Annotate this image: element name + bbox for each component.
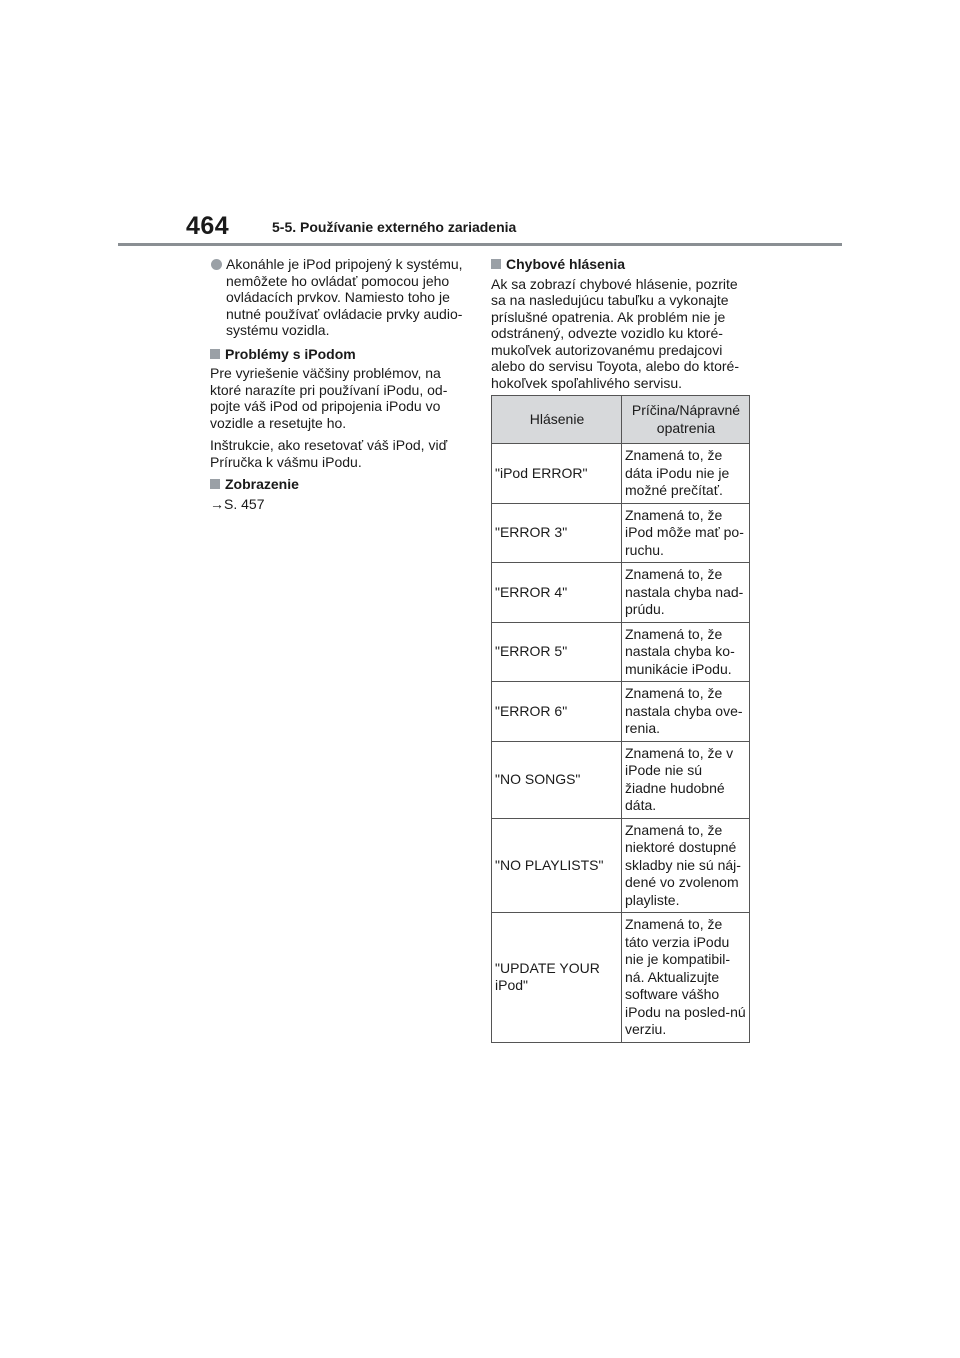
header-rule [118, 243, 842, 246]
info-bullet-text: Akonáhle je iPod pripojený k systému, nemôžete ho ovládať pomocou jeho ovládacích prvkov. Namiesto toho je nutné používať ovládacie prvky audio-systému vozidla. [226, 256, 463, 338]
page-reference-link[interactable]: →S. 457 [210, 495, 265, 512]
right-column [491, 256, 753, 397]
message-cell: "UPDATE YOUR iPod" [492, 913, 622, 1043]
errors-heading [491, 256, 753, 273]
error-messages-table [491, 395, 750, 1043]
cause-cell: Znamená to, že iPod môže mať po-ruchu. [622, 503, 750, 563]
cause-cell: Znamená to, že dáta iPodu nie je možné prečítať. [622, 444, 750, 504]
square-bullet-icon [210, 479, 220, 489]
cause-cell: Znamená to, že táto verzia iPodu nie je kompatibil-ná. Aktualizujte software vášho iPodu na posled-nú verziu. [622, 913, 750, 1043]
table-row [492, 682, 750, 742]
section-title: 5-5. Používanie externého zariadenia [272, 219, 517, 235]
message-cell: "NO SONGS" [492, 741, 622, 818]
table-row [492, 503, 750, 563]
table-row [492, 818, 750, 913]
table-row [492, 741, 750, 818]
message-cell: "NO PLAYLISTS" [492, 818, 622, 913]
cause-cell: Znamená to, že nastala chyba ko-munikácie iPodu. [622, 622, 750, 682]
errors-heading-text: Chybové hlásenia [506, 256, 626, 272]
square-bullet-icon [210, 349, 220, 359]
problems-paragraph-2: Inštrukcie, ako resetovať váš iPod, viď Príručka k vášmu iPodu. [210, 437, 448, 470]
info-bullet [210, 256, 472, 339]
problems-paragraph-1: Pre vyriešenie väčšiny problémov, na ktoré narazíte pri používaní iPodu, od-pojte váš iPod od pripojenia iPodu vo vozidle a resetujte ho. [210, 365, 448, 431]
table-row [492, 444, 750, 504]
cause-cell: Znamená to, že nastala chyba nad-prúdu. [622, 563, 750, 623]
cause-cell: Znamená to, že v iPode nie sú žiadne hudobné dáta. [622, 741, 750, 818]
message-cell: "ERROR 4" [492, 563, 622, 623]
message-cell: "ERROR 6" [492, 682, 622, 742]
problems-heading-text: Problémy s iPodom [225, 345, 356, 362]
square-bullet-icon [491, 259, 501, 269]
errors-paragraph: Ak sa zobrazí chybové hlásenie, pozrite sa na nasledujúcu tabuľku a vykonajte príslušné opatrenia. Ak problém nie je odstránený, odvezte vozidlo ku ktoré-mukoľvek autorizovanému predajcovi alebo do servisu Toyota, alebo do ktoré-hokoľvek spoľahlivého servisu. [491, 275, 740, 391]
cause-cell: Znamená to, že nastala chyba ove-renia. [622, 682, 750, 742]
table-row [492, 913, 750, 1043]
problems-heading [210, 346, 472, 363]
table-row [492, 622, 750, 682]
message-cell: "ERROR 3" [492, 503, 622, 563]
message-cell: "ERROR 5" [492, 622, 622, 682]
col-header-cause: Príčina/Nápravné opatrenia [622, 396, 750, 444]
page-number: 464 [186, 212, 230, 240]
left-column [210, 256, 472, 518]
col-header-message: Hlásenie [492, 396, 622, 444]
message-cell: "iPod ERROR" [492, 444, 622, 504]
display-heading-text: Zobrazenie [225, 476, 299, 492]
display-heading [210, 476, 472, 493]
cause-cell: Znamená to, že niektoré dostupné skladby nie sú náj-dené vo zvolenom playliste. [622, 818, 750, 913]
bullet-dot-icon [211, 259, 222, 270]
table-row [492, 563, 750, 623]
table-header-row [492, 396, 750, 444]
